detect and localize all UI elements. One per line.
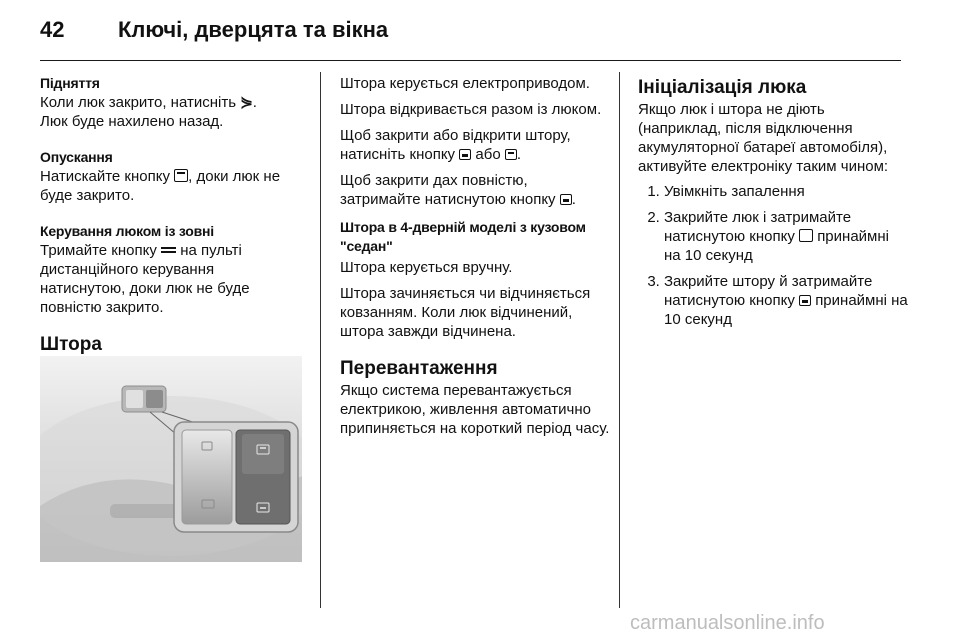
- page-number: 42: [40, 17, 65, 42]
- overload-heading: Перевантаження: [340, 358, 498, 379]
- remote-text-b: на пульті дистанційного керування натиснутою, доки люк не буде повністю закрито.: [40, 242, 250, 316]
- blind-text-3c: .: [516, 146, 522, 163]
- lower-heading: Опускання: [40, 149, 113, 165]
- watermark: carmanualsonline.info: [630, 612, 825, 634]
- header-rule: [40, 60, 901, 61]
- blind-open-icon: [505, 149, 517, 160]
- lower-text-a: Натискайте кнопку: [40, 168, 170, 185]
- blind-heading: Штора: [40, 334, 102, 355]
- page-header: [40, 10, 388, 50]
- blind-text-4b: .: [571, 191, 576, 208]
- column-2: [340, 74, 610, 438]
- blind-text-4: [340, 171, 610, 209]
- blind-text-2: Штора відкривається разом із люком.: [340, 101, 602, 118]
- lift-text-c: Люк буде нахилено назад.: [40, 113, 224, 130]
- column-3: [638, 74, 908, 336]
- blind-text-3b: або: [475, 146, 501, 163]
- init-step-3-duration: принаймні на 10 секунд: [664, 292, 908, 328]
- blind-text-3: [340, 126, 610, 164]
- init-step-3-text: Закрийте штору й затримайте натиснутою кнопку: [664, 273, 873, 309]
- lift-text-a: Коли люк закрито, натисніть: [40, 94, 237, 111]
- column-divider-1: [320, 72, 321, 608]
- blind-close-icon: [459, 149, 471, 160]
- init-step-3: [664, 272, 908, 329]
- lower-text-b: , доки люк не буде закрито.: [40, 168, 281, 204]
- blind-button-icon: [799, 295, 811, 306]
- lift-heading: Підняття: [40, 75, 100, 91]
- lower-text: [40, 167, 302, 205]
- init-step-1: [664, 182, 908, 201]
- remote-lock-icon: [161, 247, 176, 253]
- blind-text-1: Штора керується електроприводом.: [340, 75, 590, 92]
- blind-text-3a: Щоб закрити або відкрити штору, натисніть кнопку: [340, 127, 571, 163]
- remote-heading: Керування люком із зовні: [40, 223, 215, 239]
- tilt-icon: ⋟: [240, 94, 253, 111]
- column-1: [40, 74, 302, 357]
- close-roof-button-icon: [174, 169, 188, 182]
- column-divider-2: [619, 72, 620, 608]
- remote-text-a: Тримайте кнопку: [40, 242, 157, 259]
- sedan-text-2: Штора зачиняється чи відчиняється ковзанням. Коли люк відчинений, штора завжди відчинена.: [340, 285, 591, 340]
- init-step-2: [664, 208, 908, 265]
- init-step-1-text: Увімкніть запалення: [664, 183, 805, 200]
- sedan-text-1: Штора керується вручну.: [340, 259, 513, 276]
- lift-text-b: .: [252, 94, 257, 111]
- lift-text: [40, 93, 302, 131]
- roof-switch-illustration: [40, 356, 302, 562]
- init-step-2-duration: принаймні на 10 секунд: [664, 228, 889, 264]
- init-heading: Ініціалізація люка: [638, 77, 807, 98]
- init-intro: Якщо люк і штора не діють (наприклад, після відключення акумуляторної батареї автомобіля), активуйте електроніку таким чином:: [638, 101, 889, 175]
- page-title: Ключі, дверцята та вікна: [118, 17, 389, 42]
- init-steps: [638, 182, 908, 329]
- remote-text: [40, 241, 302, 317]
- blind-text-4a: Щоб закрити дах повністю, затримайте натиснутою кнопку: [340, 172, 556, 208]
- roof-button-icon: [799, 229, 813, 242]
- init-step-2-text: Закрийте люк і затримайте натиснутою кнопку: [664, 209, 852, 245]
- sedan-heading: Штора в 4-дверній моделі з кузовом "седан": [340, 219, 586, 254]
- blind-close-icon-2: [560, 194, 572, 205]
- overload-text: Якщо система перевантажується електрикою, живлення автоматично припиняється на короткий період часу.: [340, 382, 610, 437]
